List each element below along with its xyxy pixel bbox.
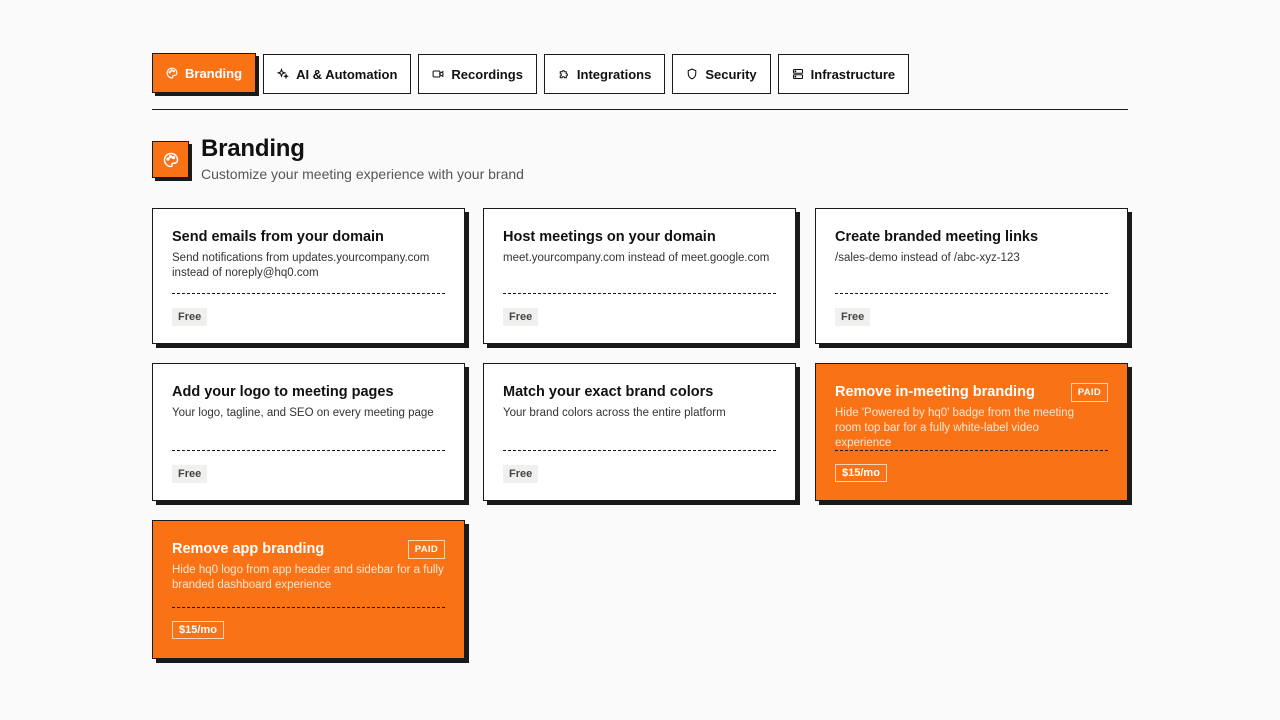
tab-label: Security <box>705 66 757 82</box>
feature-card-logo[interactable] <box>152 363 465 501</box>
price-tag: Free <box>835 308 870 326</box>
section-title: Branding <box>201 135 305 162</box>
tab-integrations[interactable] <box>544 54 665 94</box>
card-separator <box>172 607 445 608</box>
card-description: /sales-demo instead of /abc-xyz-123 <box>835 252 1020 264</box>
price-tag: Free <box>503 308 538 326</box>
tab-recordings[interactable] <box>418 54 537 94</box>
card-description: Hide hq0 logo from app header and sidebar for a fully branded dashboard experience <box>172 564 444 591</box>
price-tag: $15/mo <box>835 464 887 482</box>
card-separator <box>172 293 445 294</box>
card-separator <box>503 293 776 294</box>
card-title: Match your exact brand colors <box>503 384 714 400</box>
card-description: Hide 'Powered by hq0' badge from the meeting room top bar for a fully white-label video experience <box>835 407 1075 449</box>
card-title: Send emails from your domain <box>172 229 384 245</box>
tab-label: Infrastructure <box>810 66 896 82</box>
card-separator <box>172 450 445 451</box>
video-icon <box>432 68 444 80</box>
card-title: Host meetings on your domain <box>503 229 716 245</box>
price-tag: $15/mo <box>172 621 224 639</box>
card-description: Your logo, tagline, and SEO on every meeting page <box>172 407 434 419</box>
server-icon <box>792 68 804 80</box>
card-title: Add your logo to meeting pages <box>172 384 394 400</box>
feature-card-email-domain[interactable] <box>152 208 465 344</box>
card-separator <box>503 450 776 451</box>
card-title: Create branded meeting links <box>835 229 1039 245</box>
card-description: Your brand colors across the entire platform <box>503 407 726 419</box>
puzzle-icon <box>558 68 570 80</box>
tabs-divider <box>152 109 1128 110</box>
feature-card-meeting-domain[interactable] <box>483 208 796 344</box>
feature-card-remove-meeting-branding[interactable] <box>815 363 1128 501</box>
section-subtitle: Customize your meeting experience with your brand <box>201 166 524 182</box>
sparkles-icon <box>277 68 289 80</box>
price-tag: Free <box>172 465 207 483</box>
tab-ai-automation[interactable] <box>263 54 411 94</box>
card-title: Remove app branding <box>172 541 325 557</box>
palette-icon <box>163 152 179 168</box>
tab-infrastructure[interactable] <box>778 54 910 94</box>
price-tag: Free <box>172 308 207 326</box>
feature-card-brand-colors[interactable] <box>483 363 796 501</box>
card-title: Remove in-meeting branding <box>835 384 1035 400</box>
paid-badge: PAID <box>408 540 445 559</box>
tab-label: Integrations <box>576 66 652 82</box>
card-separator <box>835 293 1108 294</box>
palette-icon <box>166 67 178 79</box>
card-description: Send notifications from updates.yourcompany.com instead of noreply@hq0.com <box>172 252 430 279</box>
feature-tabs <box>152 54 909 94</box>
card-separator <box>835 450 1108 451</box>
feature-card-remove-app-branding[interactable] <box>152 520 465 659</box>
tab-security[interactable] <box>672 54 770 94</box>
tab-branding[interactable] <box>152 53 256 93</box>
paid-badge: PAID <box>1071 383 1108 402</box>
price-tag: Free <box>503 465 538 483</box>
section-icon-box <box>152 141 189 178</box>
shield-icon <box>686 68 698 80</box>
tab-label: Recordings <box>451 66 523 82</box>
feature-card-branded-links[interactable] <box>815 208 1128 344</box>
tab-label: Branding <box>185 65 243 81</box>
tab-label: AI & Automation <box>296 66 398 82</box>
card-description: meet.yourcompany.com instead of meet.google.com <box>503 252 770 264</box>
